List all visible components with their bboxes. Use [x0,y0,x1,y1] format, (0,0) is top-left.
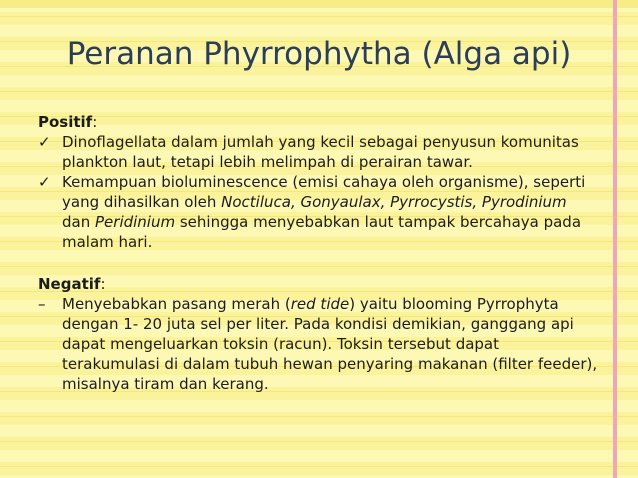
negative-label: Negatif [38,275,101,293]
checkmark-icon: ✓ [38,133,51,151]
positive-item-2-species-b: Peridinium [95,213,176,231]
slide-content [38,112,598,394]
dash-icon: – [38,295,46,313]
negative-item-1-italic: red tide [290,295,350,313]
positive-item-1 [38,132,598,172]
top-band [0,0,638,8]
positive-item-2-species-a: Noctiluca, Gonyaulax, Pyrrocystis, Pyrodinium [221,193,567,211]
positive-heading [38,112,598,132]
positive-label: Positif [38,113,93,131]
negative-item-1 [38,294,598,394]
checkmark-icon: ✓ [38,173,51,191]
positive-colon: : [92,113,98,131]
positive-item-2 [38,172,598,252]
positive-item-1-text: Dinoflagellata dalam jumlah yang kecil sebagai penyusun komunitas plankton laut, tetapi lebih melimpah di perairan tawar. [62,133,579,171]
negative-item-1-text-a: Menyebabkan pasang merah ( [62,295,291,313]
negative-heading [38,274,598,294]
positive-item-2-text-a: Kemampuan bioluminescence (emisi cahaya oleh organisme), seperti yang dihasilkan oleh [62,173,586,211]
section-gap [38,252,598,274]
positive-item-2-text-b: dan [62,213,95,231]
slide-title: Peranan Phyrrophytha (Alga api) [66,36,572,72]
positive-item-2-text-c: sehingga menyebabkan laut tampak bercahaya pada malam hari. [62,213,582,251]
negative-colon: : [100,275,106,293]
negative-item-1-text-b: ) yaitu blooming Pyrrophyta dengan 1- 20 juta sel per liter. Pada kondisi demikian, ganggang api dapat mengeluarkan toksin (racun). Toksin tersebut dapat terakumulasi di dalam tubuh hewan penyaring makanan (filter feeder), misalnya tiram dan kerang. [62,295,598,393]
